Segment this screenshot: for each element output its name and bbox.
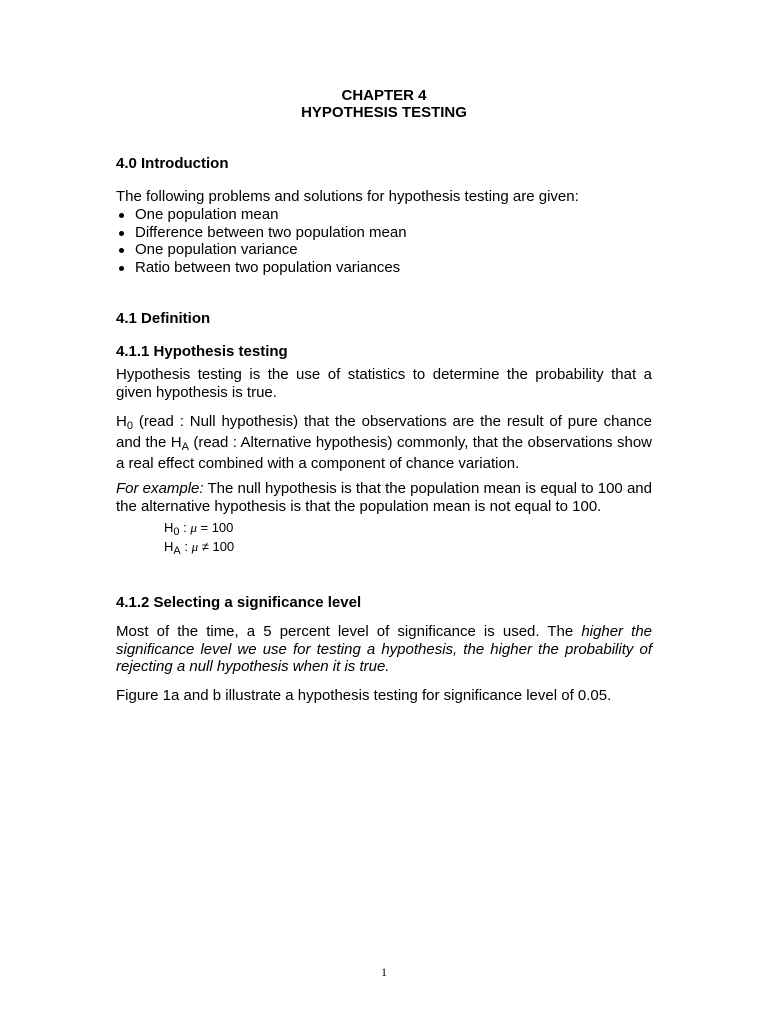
example-paragraph: For example: The null hypothesis is that the population mean is equal to 100 and the alternative hypothesis is that the population mean is not equal to 100. [116, 480, 652, 515]
chapter-number: CHAPTER 4 [341, 87, 427, 104]
figure-reference-paragraph: Figure 1a and b illustrate a hypothesis testing for significance level of 0.05. [116, 687, 612, 704]
alternative-hypothesis-equation: $H_A$ : μ ≠ 100 [164, 539, 235, 557]
chapter-title: HYPOTHESIS TESTING [301, 104, 467, 121]
list-item: One population variance [116, 241, 652, 259]
ha-symbol: $H_A$ [170, 434, 189, 453]
significance-level-paragraph: Most of the time, a 5 percent level of significance is used. The higher the significance level we use for testing a hypothesis, the higher the probability of rejecting a null hypothesis when it is true. [116, 623, 653, 675]
null-hypothesis-equation: $H_0$ : μ = 100 [164, 520, 234, 538]
h0-symbol: $H_0$ [116, 413, 133, 432]
intro-lead-text: The following problems and solutions for hypothesis testing are given: [116, 188, 579, 205]
list-item: Difference between two population mean [116, 224, 652, 242]
section-heading-definition: 4.1 Definition [116, 310, 211, 327]
hypothesis-testing-paragraph: Hypothesis testing is the use of statistics to determine the probability that a given hypothesis is true. [116, 366, 652, 401]
subsection-heading-hypothesis-testing: 4.1.1 Hypothesis testing [116, 343, 288, 360]
section-heading-introduction: 4.0 Introduction [116, 155, 229, 172]
list-item: Ratio between two population variances [116, 259, 652, 277]
subsection-heading-significance-level: 4.1.2 Selecting a significance level [116, 594, 362, 611]
intro-bullet-list [116, 206, 652, 276]
hypotheses-explanation-paragraph: $H_0$ (read : Null hypothesis) that the observations are the result of pure chance and the $H_A$ (read : Alternative hypothesis) commonly, that the observations show a real effect combined with a component of chance variation. [116, 413, 652, 472]
list-item: One population mean [116, 206, 652, 224]
page-number: 1 [381, 965, 387, 979]
example-label: For example: [116, 480, 204, 497]
